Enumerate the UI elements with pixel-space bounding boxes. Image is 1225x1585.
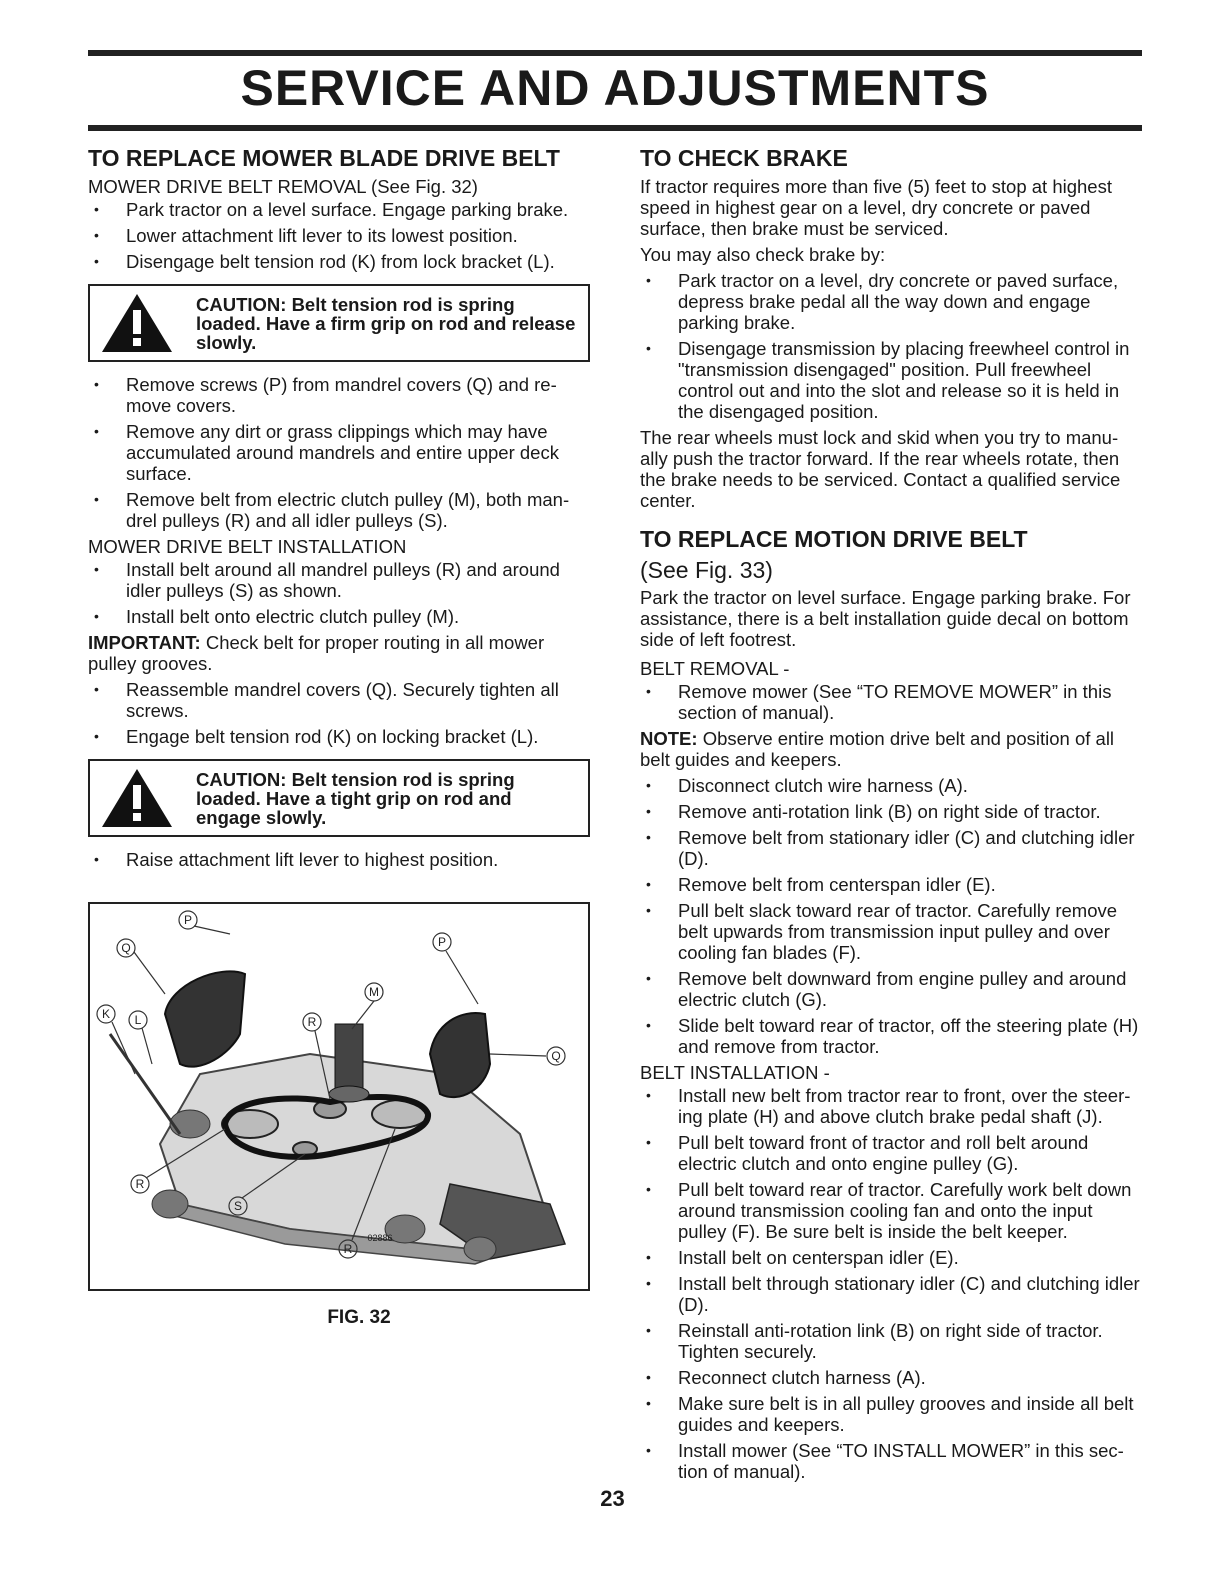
callout-label: Q — [551, 1049, 561, 1063]
callout-label: L — [134, 1013, 142, 1027]
motion-subheading: (See Fig. 33) — [640, 557, 773, 583]
list-item: • Install belt through stationary idler (C) and clutching idler (D). — [640, 1273, 1142, 1315]
removal-list — [88, 199, 590, 272]
final-list — [88, 849, 590, 870]
list-item: • Reconnect clutch harness (A). — [640, 1367, 1142, 1388]
list-item: • Engage belt tension rod (K) on locking bracket (L). — [88, 726, 590, 747]
list-item: • Pull belt toward rear of tractor. Carefully work belt down around transmission cooling fan and onto the input pulley (F). Be sure belt is inside the belt keeper. — [640, 1179, 1142, 1242]
mower-deck-illustration — [90, 904, 588, 1285]
list-item: • Remove mower (See “TO REMOVE MOWER” in this section of manual). — [640, 681, 1142, 723]
callout-label: M — [369, 985, 379, 999]
section-heading-mower-belt: TO REPLACE MOWER BLADE DRIVE BELT — [88, 145, 560, 171]
important-text: Check belt for proper routing in all mower pulley grooves. — [88, 632, 545, 674]
right-column — [640, 140, 1142, 1487]
belt-installation-title: BELT INSTALLATION - — [640, 1062, 830, 1083]
list-item: • Remove any dirt or grass clippings which may have accumulated around mandrels and entire upper deck surface. — [88, 421, 590, 484]
warning-icon — [100, 292, 174, 354]
note-label: NOTE: — [640, 728, 698, 749]
list-item: • Install new belt from tractor rear to front, over the steer-ing plate (H) and above clutch brake pedal shaft (J). — [640, 1085, 1142, 1127]
install-subheading: MOWER DRIVE BELT INSTALLATION — [88, 536, 407, 557]
list-item: • Slide belt toward rear of tractor, off the steering plate (H) and remove from tractor. — [640, 1015, 1142, 1057]
list-item: • Remove belt from centerspan idler (E). — [640, 874, 1142, 895]
figure-caption: FIG. 32 — [327, 1307, 391, 1328]
install-list-2 — [88, 679, 590, 747]
callout-label: P — [437, 935, 447, 949]
callout-label: R — [307, 1015, 317, 1029]
list-item: • Install mower (See “TO INSTALL MOWER” in this sec-tion of manual). — [640, 1440, 1142, 1482]
belt-removal-title: BELT REMOVAL - — [640, 658, 790, 679]
removal-subheading: MOWER DRIVE BELT REMOVAL (See Fig. 32) — [88, 176, 478, 197]
list-item: • Make sure belt is in all pulley grooves and inside all belt guides and keepers. — [640, 1393, 1142, 1435]
caution-box — [88, 759, 590, 837]
belt-removal-list-2 — [640, 775, 1142, 1057]
important-label: IMPORTANT: — [88, 632, 201, 653]
callout-label: K — [101, 1007, 111, 1021]
top-rule — [88, 50, 1142, 56]
page-number: 23 — [600, 1486, 625, 1511]
install-list — [88, 559, 590, 627]
list-item: • Install belt onto electric clutch pulley (M). — [88, 606, 590, 627]
list-item: • Park tractor on a level, dry concrete or paved surface, depress brake pedal all the way down and engage parking brake. — [640, 270, 1142, 333]
list-item: • Install belt on centerspan idler (E). — [640, 1247, 1142, 1268]
callout-label: Q — [121, 941, 131, 955]
list-item: • Lower attachment lift lever to its lowest position. — [88, 225, 590, 246]
list-item: • Pull belt toward front of tractor and roll belt around electric clutch and onto engine pulley (G). — [640, 1132, 1142, 1174]
list-item: • Remove anti-rotation link (B) on right side of tractor. — [640, 801, 1142, 822]
figure-32 — [88, 902, 590, 1291]
list-item: • Raise attachment lift lever to highest position. — [88, 849, 590, 870]
brake-also: You may also check brake by: — [640, 244, 886, 265]
removal-list-2 — [88, 374, 590, 531]
motion-intro: Park the tractor on level surface. Engage parking brake. For assistance, there is a belt installation guide decal on bottom side of left footrest. — [640, 587, 1131, 650]
list-item: • Install belt around all mandrel pulleys (R) and around idler pulleys (S) as shown. — [88, 559, 590, 601]
brake-result: The rear wheels must lock and skid when you try to manu-ally push the tractor forward. If the rear wheels rotate, then the brake needs to be serviced. Contact a qualified service center. — [640, 427, 1121, 511]
section-heading-motion-belt: TO REPLACE MOTION DRIVE BELT — [640, 526, 1028, 552]
section-heading-check-brake: TO CHECK BRAKE — [640, 145, 848, 171]
belt-removal-list — [640, 681, 1142, 723]
warning-icon — [100, 767, 174, 829]
caution-text: CAUTION: Belt tension rod is spring loaded. Have a tight grip on rod and engage slowly. — [196, 768, 515, 828]
figure-code: 02886 — [367, 1233, 393, 1243]
callout-label: R — [135, 1177, 145, 1191]
bottom-rule — [88, 125, 1142, 131]
list-item: • Pull belt slack toward rear of tractor. Carefully remove belt upwards from transmission input pulley and over cooling fan blades (F). — [640, 900, 1142, 963]
callout-label: S — [233, 1199, 243, 1213]
note-text: Observe entire motion drive belt and position of all belt guides and keepers. — [640, 728, 1115, 770]
list-item: • Remove belt from stationary idler (C) and clutching idler (D). — [640, 827, 1142, 869]
list-item: • Remove screws (P) from mandrel covers (Q) and re-move covers. — [88, 374, 590, 416]
callout-label: R — [343, 1242, 353, 1256]
caution-text: CAUTION: Belt tension rod is spring loaded. Have a firm grip on rod and release slowly. — [196, 293, 576, 353]
brake-list — [640, 270, 1142, 422]
belt-installation-list — [640, 1085, 1142, 1482]
important-note — [88, 632, 590, 674]
list-item: • Reassemble mandrel covers (Q). Securely tighten all screws. — [88, 679, 590, 721]
list-item: • Remove belt downward from engine pulley and around electric clutch (G). — [640, 968, 1142, 1010]
list-item: • Park tractor on a level surface. Engage parking brake. — [88, 199, 590, 220]
page-title: SERVICE AND ADJUSTMENTS — [240, 60, 990, 116]
caution-box — [88, 284, 590, 362]
callout-label: P — [183, 913, 193, 927]
list-item: • Disconnect clutch wire harness (A). — [640, 775, 1142, 796]
list-item: • Reinstall anti-rotation link (B) on right side of tractor. Tighten securely. — [640, 1320, 1142, 1362]
left-column — [88, 140, 590, 1328]
note — [640, 728, 1142, 770]
list-item: • Disengage belt tension rod (K) from lock bracket (L). — [88, 251, 590, 272]
list-item: • Remove belt from electric clutch pulley (M), both man-drel pulleys (R) and all idler pulleys (S). — [88, 489, 590, 531]
brake-intro: If tractor requires more than five (5) feet to stop at highest speed in highest gear on a level, dry concrete or paved surface, then brake must be serviced. — [640, 176, 1112, 239]
list-item: • Disengage transmission by placing freewheel control in "transmission disengaged" position. Pull freewheel control out and into the slot and release so it is held in the disengaged position. — [640, 338, 1142, 422]
